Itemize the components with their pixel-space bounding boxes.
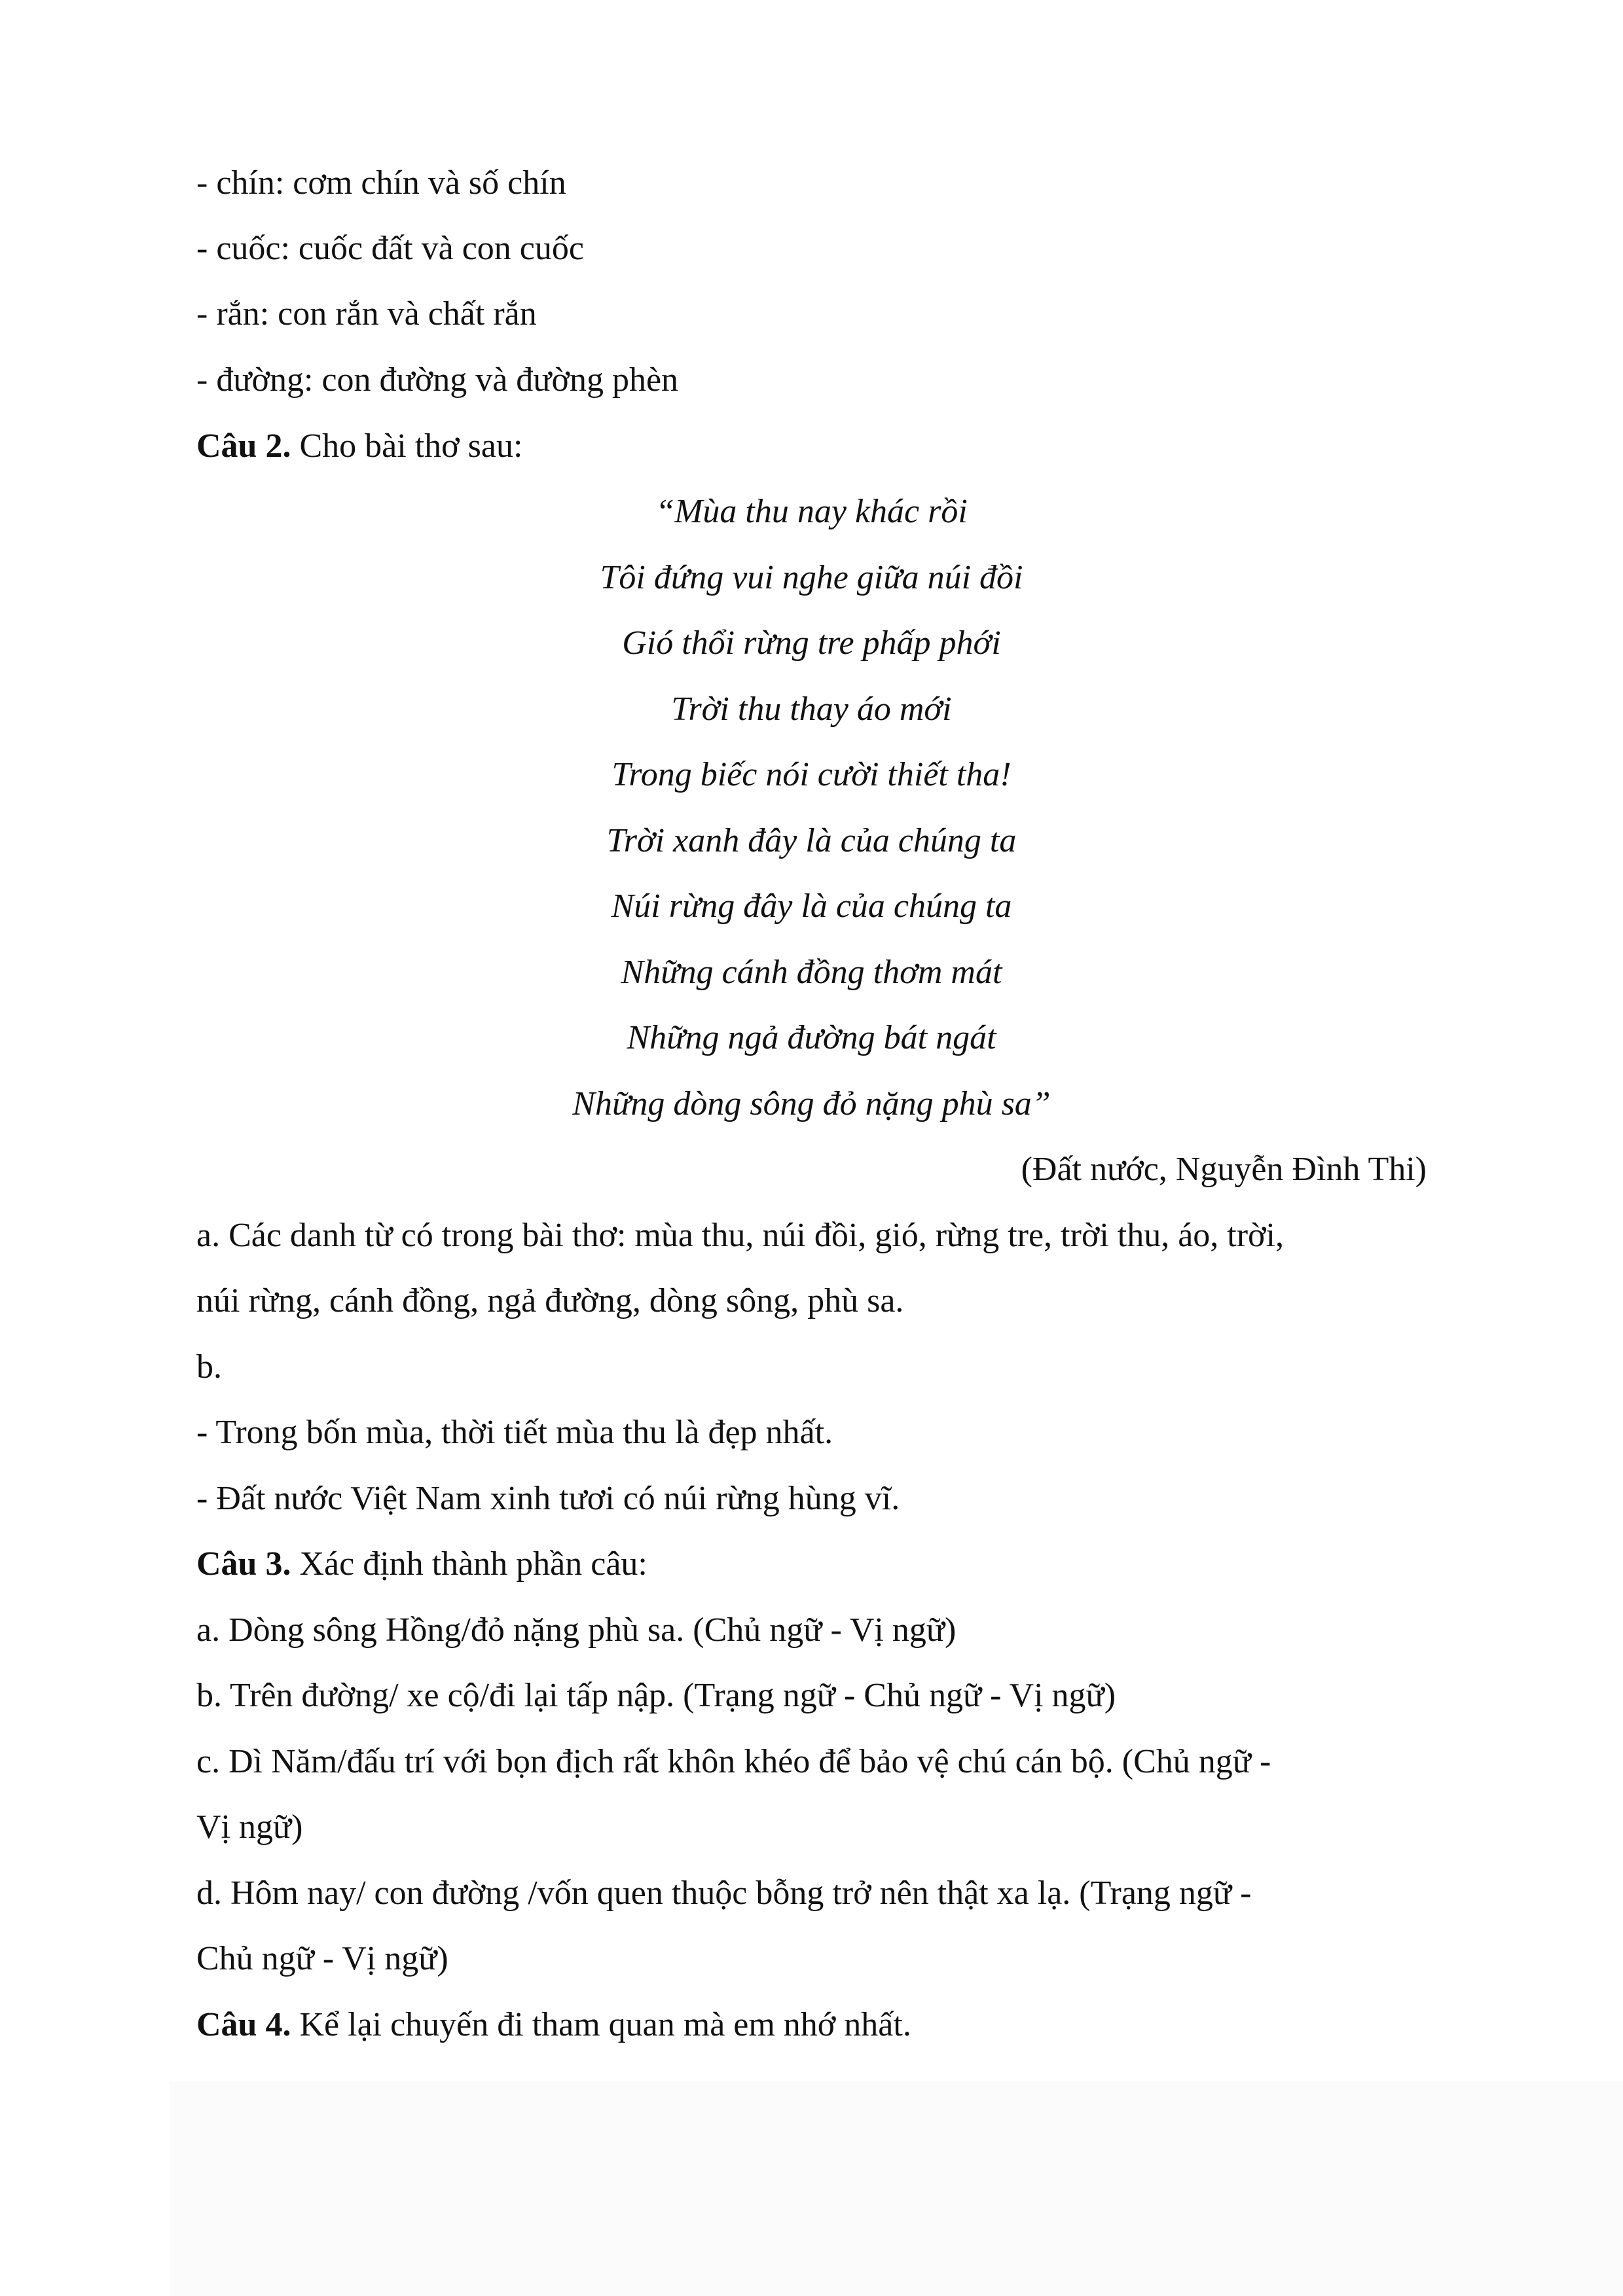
question-4-text: Kể lại chuyến đi tham quan mà em nhớ nhất. — [291, 2006, 911, 2043]
list-item: - rắn: con rắn và chất rắn — [196, 295, 537, 332]
question-2-text: Cho bài thơ sau: — [291, 427, 523, 465]
poem-line: Tôi đứng vui nghe giữa núi đồi — [600, 559, 1023, 596]
question-3-heading — [196, 1545, 647, 1584]
poem-line: Trời thu thay áo mới — [671, 691, 952, 728]
answer-b-label: b. — [196, 1348, 222, 1386]
question-2-label: Câu 2. — [196, 427, 291, 465]
poem-line: “Mùa thu nay khác rồi — [655, 493, 968, 530]
question-3-item: c. Dì Năm/đấu trí với bọn địch rất khôn khéo để bảo vệ chú cán bộ. (Chủ ngữ - — [196, 1743, 1271, 1780]
question-3-item: b. Trên đường/ xe cộ/đi lại tấp nập. (Trạng ngữ - Chủ ngữ - Vị ngữ) — [196, 1677, 1116, 1714]
answer-a-line: núi rừng, cánh đồng, ngả đường, dòng sông, phù sa. — [196, 1282, 904, 1319]
answer-b-item: - Đất nước Việt Nam xinh tươi có núi rừng hùng vĩ. — [196, 1480, 900, 1517]
list-item: - chín: cơm chín và số chín — [196, 164, 566, 202]
question-3-text: Xác định thành phần câu: — [291, 1545, 647, 1583]
poem-line: Trong biếc nói cười thiết tha! — [611, 756, 1012, 793]
poem-line: Núi rừng đây là của chúng ta — [611, 888, 1012, 925]
question-4-heading — [196, 2005, 911, 2045]
question-3-item: d. Hôm nay/ con đường /vốn quen thuộc bỗng trở nên thật xa lạ. (Trạng ngữ - — [196, 1874, 1252, 1912]
poem-source: (Đất nước, Nguyễn Đình Thi) — [1021, 1151, 1427, 1188]
poem-line: Những ngả đường bát ngát — [627, 1019, 996, 1056]
scan-shade — [170, 2081, 1623, 2296]
question-3-item: Vị ngữ) — [196, 1808, 303, 1846]
poem-line: Những dòng sông đỏ nặng phù sa” — [572, 1085, 1051, 1122]
question-3-item: a. Dòng sông Hồng/đỏ nặng phù sa. (Chủ ngữ - Vị ngữ) — [196, 1611, 957, 1649]
question-3-item: Chủ ngữ - Vị ngữ) — [196, 1940, 448, 1977]
poem-line: Những cánh đồng thơm mát — [621, 954, 1002, 991]
list-item: - đường: con đường và đường phèn — [196, 361, 679, 399]
question-2-heading — [196, 427, 522, 466]
answer-b-item: - Trong bốn mùa, thời tiết mùa thu là đẹp nhất. — [196, 1414, 833, 1451]
question-4-label: Câu 4. — [196, 2006, 291, 2043]
list-item: - cuốc: cuốc đất và con cuốc — [196, 230, 584, 267]
poem-line: Trời xanh đây là của chúng ta — [606, 822, 1017, 859]
poem-line: Gió thổi rừng tre phấp phới — [622, 624, 1001, 662]
question-3-label: Câu 3. — [196, 1545, 291, 1583]
answer-a-line: a. Các danh từ có trong bài thơ: mùa thu, núi đồi, gió, rừng tre, trời thu, áo, trời, — [196, 1217, 1285, 1254]
